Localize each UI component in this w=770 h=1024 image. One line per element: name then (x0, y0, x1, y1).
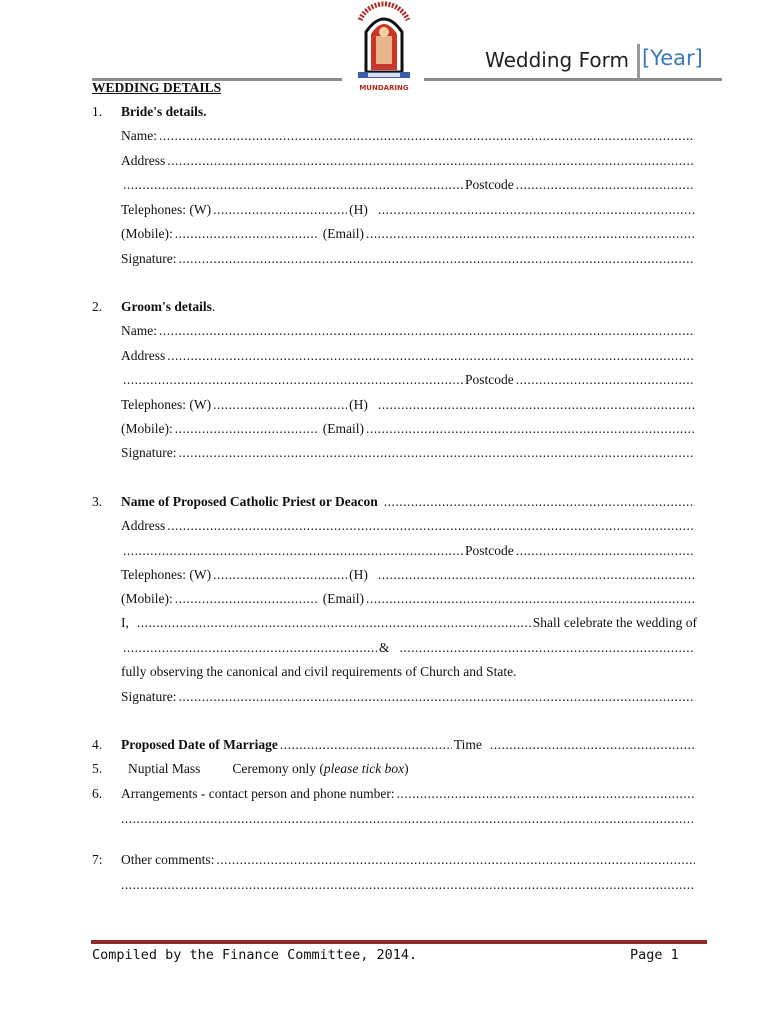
form-title: Wedding Form (485, 48, 629, 72)
nuptial-mass-option[interactable]: Nuptial Mass (128, 761, 201, 776)
priest-mobile-email-field[interactable]: (Mobile): ..... (Email) ..... (121, 589, 697, 607)
date-number: 4. (92, 737, 103, 752)
groom-signature-field[interactable]: Signature: ..... (121, 443, 697, 461)
church-window-logo-icon (346, 0, 422, 96)
svg-text:MUNDARING: MUNDARING (359, 84, 409, 92)
priest-declaration-field[interactable]: I, ..... Shall celebrate the wedding of (121, 613, 697, 631)
mass-options (121, 759, 697, 777)
groom-number: 2. (92, 299, 103, 314)
mass-number: 5. (92, 761, 103, 776)
priest-postcode-field[interactable]: ..... Postcode ..... (121, 541, 697, 559)
bride-signature-field[interactable]: Signature: ..... (121, 249, 697, 267)
bride-mobile-email-field[interactable]: (Mobile): ..... (Email) ..... (121, 224, 697, 242)
groom-mobile-email-field[interactable]: (Mobile): ..... (Email) ..... (121, 419, 697, 437)
groom-heading: Groom's details . (121, 299, 216, 314)
priest-observing-text: fully observing the canonical and civil requirements of Church and State. (121, 664, 517, 679)
footer-rule (91, 940, 707, 944)
bride-name-field[interactable]: Name: ..... (121, 126, 697, 144)
comments-field-line-2[interactable] (121, 875, 697, 893)
section-title: WEDDING DETAILS (92, 80, 222, 95)
title-divider (637, 44, 640, 78)
footer-compiled: Compiled by the Finance Committee, 2014. (92, 947, 418, 963)
marriage-date-field[interactable]: Proposed Date of Marriage ..... Time ..... (121, 735, 697, 753)
groom-postcode-field[interactable]: ..... Postcode ..... (121, 370, 697, 388)
priest-name-field[interactable]: Name of Proposed Catholic Priest or Deacon ..... (121, 492, 697, 510)
arrangements-field-line-2[interactable] (121, 809, 697, 827)
footer-page-number: Page 1 (630, 947, 679, 963)
bride-number: 1. (92, 104, 103, 119)
groom-address-field[interactable]: Address ..... (121, 346, 697, 364)
form-year: [Year] (642, 46, 703, 70)
bride-telephone-field[interactable]: Telephones: (W) ..... (H) ..... (121, 200, 697, 218)
bride-postcode-field[interactable]: ..... Postcode ..... (121, 175, 697, 193)
groom-telephone-field[interactable]: Telephones: (W) ..... (H) ..... (121, 395, 697, 413)
priest-signature-field[interactable]: Signature: ..... (121, 687, 697, 705)
priest-number: 3. (92, 494, 103, 509)
arrangements-number: 6. (92, 786, 103, 801)
comments-number: 7: (92, 852, 103, 867)
couple-names-field[interactable]: ..... & ..... (121, 638, 697, 656)
groom-name-field[interactable]: Name: ..... (121, 321, 697, 339)
bride-address-field[interactable]: Address ..... (121, 151, 697, 169)
bride-heading: Bride's details. (121, 104, 207, 119)
arrangements-field[interactable]: Arrangements - contact person and phone number: ..... (121, 784, 697, 802)
priest-address-field[interactable]: Address ..... (121, 516, 697, 534)
header-rule-right (424, 78, 722, 81)
comments-field[interactable]: Other comments: ..... (121, 850, 697, 868)
priest-telephone-field[interactable]: Telephones: (W) ..... (H) ..... (121, 565, 697, 583)
parish-logo (346, 0, 422, 96)
ceremony-only-option[interactable]: Ceremony only (please tick box) (232, 761, 409, 776)
